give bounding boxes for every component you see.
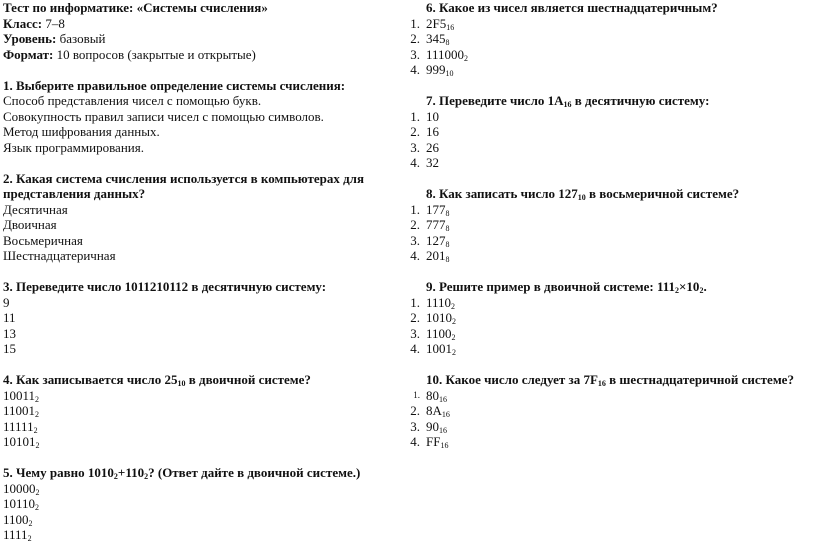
option-number: 4. xyxy=(410,62,420,77)
format-label: Формат: xyxy=(3,46,54,62)
question-5-title xyxy=(3,465,403,481)
option-base: 2 xyxy=(35,487,40,497)
q7-option xyxy=(400,155,810,171)
option-base: 8 xyxy=(445,239,450,249)
question-8-title xyxy=(400,186,810,202)
q4-option xyxy=(3,419,403,435)
q7-title-text-end: в десятичную систему: xyxy=(571,93,710,108)
q9-title-base: 2 xyxy=(699,286,704,295)
option-value: 1110 xyxy=(426,294,452,310)
q3-option: 13 xyxy=(3,325,16,341)
q4-option xyxy=(3,403,403,419)
q8-option xyxy=(400,233,810,249)
option-base: 2 xyxy=(35,410,40,419)
option-number: 2. xyxy=(410,217,420,232)
option-base: 8 xyxy=(445,255,450,264)
q1-option: Метод шифрования данных. xyxy=(3,124,160,139)
option-base: 2 xyxy=(451,301,456,311)
option-base: 2 xyxy=(35,503,40,512)
q8-option xyxy=(400,217,810,233)
q9-title-text-end: . xyxy=(703,279,707,294)
question-2-title: 2. Какая система счисления используется в компьютерах для xyxy=(3,170,364,186)
option-base: 16 xyxy=(446,22,455,32)
option-base: 10 xyxy=(445,69,454,78)
q5-option xyxy=(3,481,403,497)
q9-title-text: 9. Решите пример в двоичной системе: 111 xyxy=(426,279,676,294)
question-2-title-cont: представления данных? xyxy=(3,186,146,201)
option-value: 1111 xyxy=(3,527,28,542)
q2-option: Двоичная xyxy=(3,217,57,232)
option-number: 1. xyxy=(413,389,420,400)
q2-option: Десятичная xyxy=(3,201,68,217)
option-number: 4. xyxy=(410,341,420,356)
q5-title-text-end: ? (Ответ дайте в двоичной системе.) xyxy=(148,465,361,480)
option-number: 3. xyxy=(410,325,420,341)
option-base: 16 xyxy=(440,441,449,450)
option-number: 1. xyxy=(410,15,420,31)
q9-option xyxy=(400,341,810,357)
q6-option xyxy=(400,62,810,78)
q4-title-text-end: в двоичной системе? xyxy=(185,372,311,387)
q5-title-base: 2 xyxy=(113,472,118,481)
q10-option xyxy=(400,388,810,404)
right-column xyxy=(400,0,810,450)
q10-option xyxy=(400,419,810,435)
option-number: 2. xyxy=(410,310,420,325)
option-value: 201 xyxy=(426,248,446,263)
question-6-title: 6. Какое из чисел является шестнадцатеричным? xyxy=(426,0,718,15)
option-base: 8 xyxy=(445,38,450,47)
q5-title-text: +110 xyxy=(117,465,145,480)
q1-option: Язык программирования. xyxy=(3,139,144,155)
question-7-title xyxy=(400,93,810,109)
option-value: 777 xyxy=(426,217,446,232)
option-base: 16 xyxy=(441,410,450,419)
option-number: 3. xyxy=(410,139,420,155)
q10-title-text: 10. Какое число следует за 7F xyxy=(426,372,598,387)
question-9-title xyxy=(400,279,810,295)
option-base: 2 xyxy=(35,394,40,404)
option-value: 26 xyxy=(426,139,439,155)
q8-option xyxy=(400,248,810,264)
option-base: 8 xyxy=(445,208,450,218)
q7-option xyxy=(400,124,810,140)
q8-title-text: 8. Как записать число 127 xyxy=(426,186,578,201)
left-column xyxy=(3,0,403,543)
option-value: 16 xyxy=(426,124,439,139)
option-value: 345 xyxy=(426,31,446,46)
q4-title-text: 4. Как записывается число 25 xyxy=(3,372,178,387)
option-value: 90 xyxy=(426,418,439,434)
q9-title-base: 2 xyxy=(675,286,680,295)
q10-title-base: 16 xyxy=(597,379,606,388)
option-base: 2 xyxy=(33,425,38,435)
option-base: 2 xyxy=(452,348,456,357)
option-value: 32 xyxy=(426,155,439,170)
q5-option xyxy=(3,512,403,528)
q3-option: 15 xyxy=(3,341,16,356)
q3-option: 9 xyxy=(3,294,10,310)
option-number: 4. xyxy=(410,155,420,170)
option-number: 4. xyxy=(410,434,420,449)
option-number: 1. xyxy=(410,108,420,124)
option-base: 16 xyxy=(439,394,447,404)
q7-title-text: 7. Переведите число 1A xyxy=(426,93,564,108)
option-number: 3. xyxy=(410,46,420,62)
option-base: 2 xyxy=(464,53,469,63)
q3-option: 11 xyxy=(3,310,16,325)
option-value: 999 xyxy=(426,62,446,77)
option-value: 127 xyxy=(426,232,446,248)
q6-option xyxy=(400,31,810,47)
option-number: 2. xyxy=(410,124,420,139)
q2-option: Восьмеричная xyxy=(3,232,83,248)
q4-title-base: 10 xyxy=(177,379,186,388)
option-value: 111000 xyxy=(426,46,465,62)
format-value: 10 вопросов (закрытые и открытые) xyxy=(56,46,256,62)
class-label: Класс: xyxy=(3,15,43,31)
q10-option xyxy=(400,434,810,450)
level-label: Уровень: xyxy=(3,31,57,46)
q6-option xyxy=(400,47,810,63)
q9-option xyxy=(400,310,810,326)
option-value: 1001 xyxy=(426,341,452,356)
class-value: 7–8 xyxy=(45,15,65,31)
option-base: 2 xyxy=(35,441,40,450)
option-value: FF xyxy=(426,434,441,449)
option-value: 2F5 xyxy=(426,15,447,31)
option-value: 10011 xyxy=(3,387,36,403)
option-value: 1100 xyxy=(3,511,29,527)
q10-option xyxy=(400,403,810,419)
q4-option xyxy=(3,434,403,450)
option-base: 16 xyxy=(439,425,447,435)
option-base: 8 xyxy=(445,224,450,233)
q7-title-base: 16 xyxy=(563,100,572,109)
option-value: 1010 xyxy=(426,310,452,325)
q5-title-text: 5. Чему равно 1010 xyxy=(3,465,114,480)
option-number: 2. xyxy=(410,403,420,418)
level-info xyxy=(3,31,403,47)
q7-option xyxy=(400,109,810,125)
option-value: 10 xyxy=(426,108,439,124)
option-value: 1100 xyxy=(426,325,452,341)
question-10-title xyxy=(400,372,810,388)
format-info xyxy=(3,47,403,63)
question-1-title: 1. Выберите правильное определение системы счисления: xyxy=(3,77,346,93)
q8-title-base: 10 xyxy=(577,193,586,202)
option-base: 2 xyxy=(28,518,33,528)
option-number: 2. xyxy=(410,31,420,46)
option-number: 1. xyxy=(410,201,420,217)
option-value: 10101 xyxy=(3,434,36,449)
q9-option xyxy=(400,326,810,342)
option-base: 2 xyxy=(27,534,32,543)
option-number: 1. xyxy=(410,294,420,310)
option-value: 10000 xyxy=(3,480,36,496)
document-title: Тест по информатике: «Системы счисления» xyxy=(3,0,268,15)
q6-option xyxy=(400,16,810,32)
level-value: базовый xyxy=(59,31,106,46)
question-3-title: 3. Переведите число 1011210112 в десятичную систему: xyxy=(3,279,327,294)
option-value: 10110 xyxy=(3,496,36,511)
q5-title-base: 2 xyxy=(144,472,149,481)
q1-option: Совокупность правил записи чисел с помощью символов. xyxy=(3,108,324,124)
option-value: 11111 xyxy=(3,418,34,434)
q8-option xyxy=(400,202,810,218)
option-number: 4. xyxy=(410,248,420,263)
class-info xyxy=(3,16,403,32)
q7-option xyxy=(400,140,810,156)
q10-title-text-end: в шестнадцатеричной системе? xyxy=(605,372,794,387)
option-number: 3. xyxy=(410,232,420,248)
option-value: 177 xyxy=(426,201,446,217)
option-number: 3. xyxy=(410,418,420,434)
q8-title-text-end: в восьмеричной системе? xyxy=(585,186,740,201)
option-base: 2 xyxy=(451,332,456,342)
option-base: 2 xyxy=(452,317,456,326)
q2-option: Шестнадцатеричная xyxy=(3,248,116,263)
q1-option: Способ представления чисел с помощью букв. xyxy=(3,93,262,108)
q4-option xyxy=(3,388,403,404)
option-value: 8A xyxy=(426,403,442,418)
option-value: 11001 xyxy=(3,403,36,418)
q5-option xyxy=(3,496,403,512)
q9-option xyxy=(400,295,810,311)
q5-option xyxy=(3,527,403,543)
option-value: 80 xyxy=(426,387,439,403)
question-4-title xyxy=(3,372,403,388)
q9-title-text: ×10 xyxy=(679,279,700,294)
